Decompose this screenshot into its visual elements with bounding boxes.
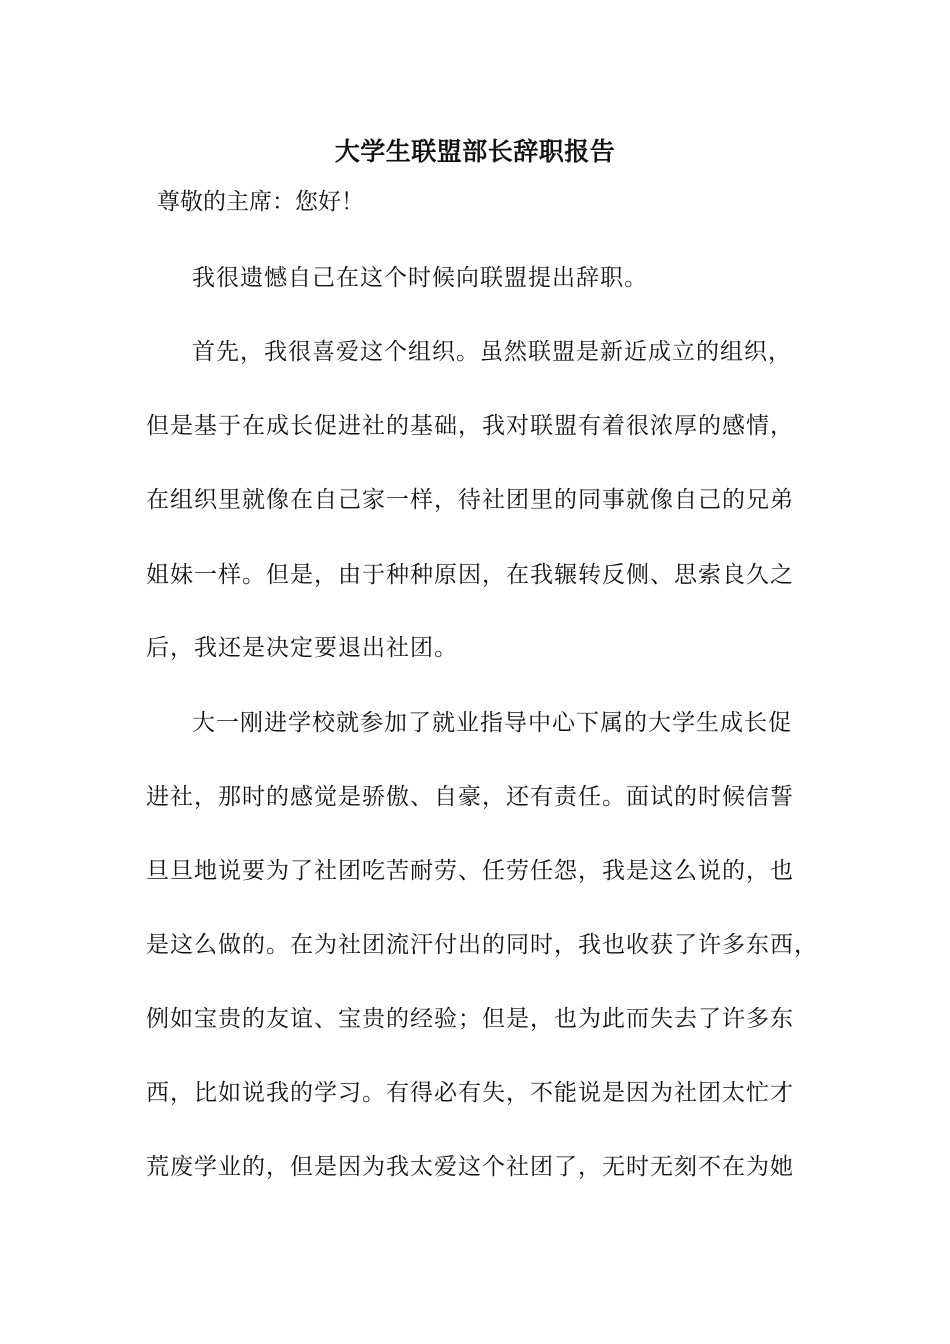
paragraph-line: 首先，我很喜爱这个组织。虽然联盟是新近成立的组织， (192, 339, 792, 365)
paragraph-line: 但是基于在成长促进社的基础，我对联盟有着很浓厚的感情， (146, 413, 794, 439)
paragraph-line: 是这么做的。在为社团流汗付出的同时，我也收获了许多东西， (146, 932, 818, 958)
greeting-line: 尊敬的主席：您好！ (157, 189, 364, 215)
paragraph-line: 大一刚进学校就参加了就业指导中心下属的大学生成长促 (192, 710, 792, 736)
document-title: 大学生联盟部长辞职报告 (334, 137, 616, 166)
paragraph-line: 姐妹一样。但是，由于种种原因，在我辗转反侧、思索良久之 (146, 562, 794, 588)
paragraph-line: 我很遗憾自己在这个时候向联盟提出辞职。 (192, 265, 648, 291)
paragraph-line: 进社，那时的感觉是骄傲、自豪，还有责任。面试的时候信誓 (146, 784, 794, 810)
paragraph-line: 荒废学业的，但是因为我太爱这个社团了，无时无刻不在为她 (146, 1154, 794, 1180)
paragraph-line: 在组织里就像在自己家一样，待社团里的同事就像自己的兄弟 (146, 487, 794, 513)
paragraph-line: 后，我还是决定要退出社团。 (146, 635, 458, 661)
paragraph-line: 旦旦地说要为了社团吃苦耐劳、任劳任怨，我是这么说的，也 (146, 858, 794, 884)
paragraph-line: 西，比如说我的学习。有得必有失，不能说是因为社团太忙才 (146, 1080, 794, 1106)
paragraph-line: 例如宝贵的友谊、宝贵的经验；但是，也为此而失去了许多东 (146, 1006, 794, 1032)
